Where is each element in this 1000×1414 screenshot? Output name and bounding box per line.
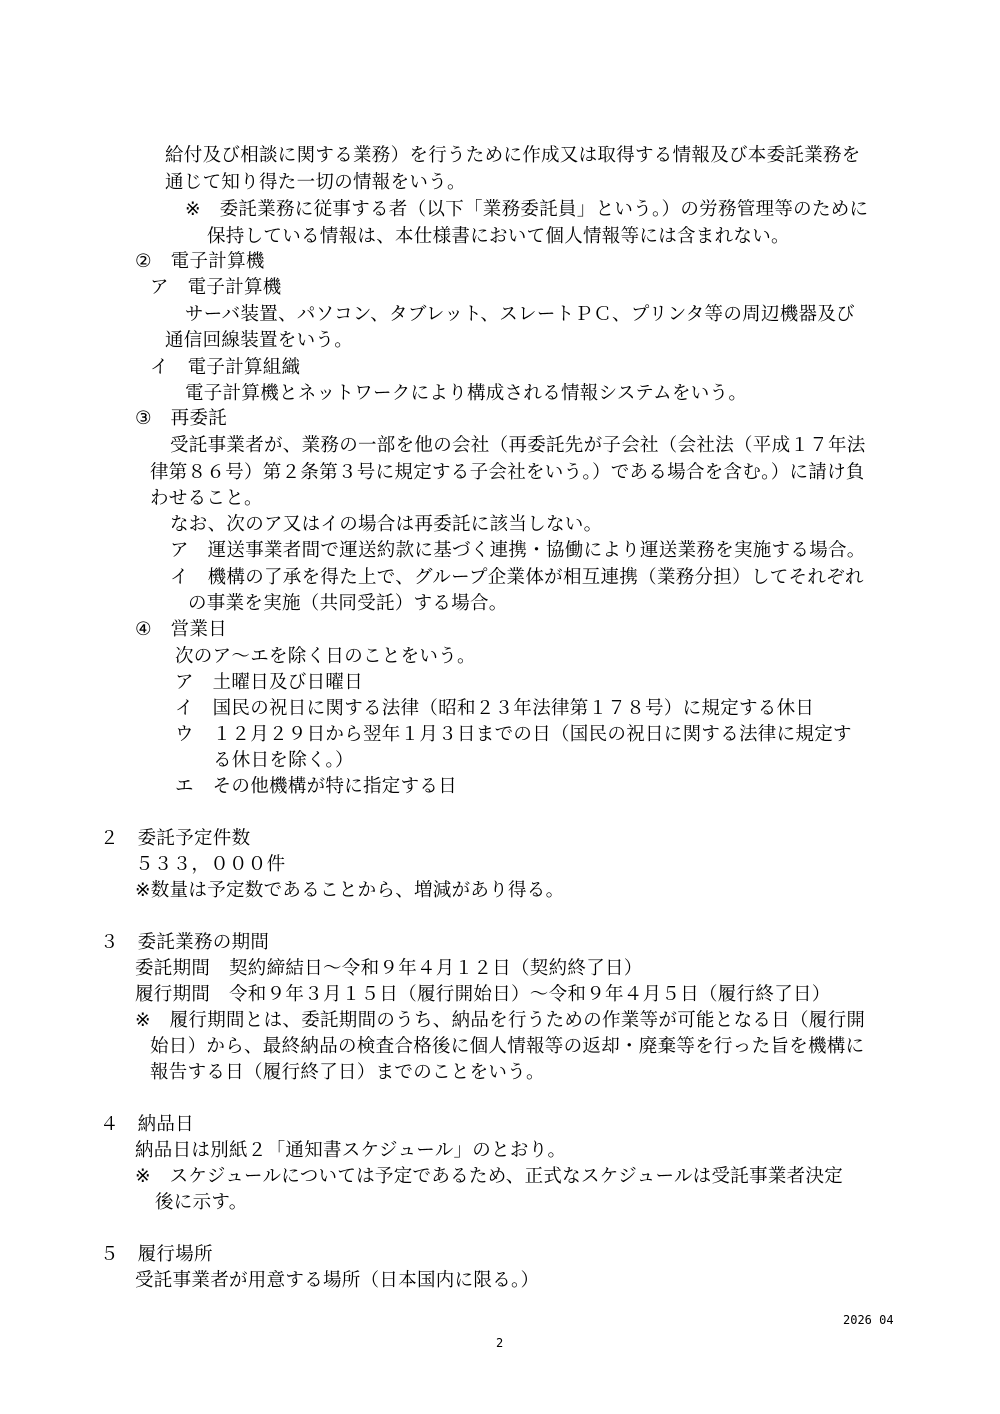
note-line: ※ スケジュールについては予定であるため、正式なスケジュールは受託事業者決定 [135, 1166, 844, 1187]
list-item: の事業を実施（共同受託）する場合。 [188, 593, 508, 614]
list-item: ア 土曜日及び日曜日 [175, 672, 364, 693]
body-text-line: 受託事業者が、業務の一部を他の会社（再委託先が子会社（会社法（平成１７年法 [170, 435, 866, 456]
body-text-line: 受託事業者が用意する場所（日本国内に限る。） [135, 1270, 540, 1291]
list-item: イ 機構の了承を得た上で、グループ企業体が相互連携（業務分担）してそれぞれ [170, 567, 864, 588]
note-line: 始日）から、最終納品の検査合格後に個人情報等の返却・廃棄等を行った旨を機構に [150, 1036, 865, 1057]
body-text-line: 給付及び相談に関する業務）を行うために作成又は取得する情報及び本委託業務を [165, 145, 861, 166]
body-text-line: 委託期間 契約締結日～令和９年４月１２日（契約終了日） [135, 958, 643, 979]
chapter-heading: ３ 委託業務の期間 [100, 932, 270, 953]
section-heading: ③ 再委託 [135, 408, 228, 429]
subsection-heading: ア 電子計算機 [150, 277, 282, 298]
body-text-line: 律第８６号）第２条第３号に規定する子会社をいう。）である場合を含む。）に請け負 [150, 462, 865, 483]
page-number: 2 [496, 1336, 504, 1350]
chapter-heading: ４ 納品日 [100, 1114, 195, 1135]
chapter-heading: ２ 委託予定件数 [100, 828, 251, 849]
list-item: ウ １２月２９日から翌年１月３日までの日（国民の祝日に関する法律に規定す [175, 724, 852, 745]
note-line: ※数量は予定数であることから、増減があり得る。 [135, 880, 565, 901]
body-text-line: 通信回線装置をいう。 [165, 330, 354, 351]
body-text-line: 納品日は別紙２「通知書スケジュール」のとおり。 [135, 1140, 567, 1161]
body-text-line: 電子計算機とネットワークにより構成される情報システムをいう。 [185, 383, 748, 404]
note-line: 報告する日（履行終了日）までのことをいう。 [150, 1062, 545, 1083]
body-text-line: 履行期間 令和９年３月１５日（履行開始日）～令和９年４月５日（履行終了日） [135, 984, 831, 1005]
list-item: る休日を除く。） [213, 750, 354, 771]
list-item: イ 国民の祝日に関する法律（昭和２３年法律第１７８号）に規定する休日 [175, 698, 815, 719]
note-line: 保持している情報は、本仕様書において個人情報等には含まれない。 [207, 226, 790, 247]
subsection-heading: イ 電子計算組織 [150, 357, 301, 378]
body-text-line: わせること。 [150, 488, 263, 509]
footer-date-code: 2026 04 [843, 1313, 894, 1327]
list-item: エ その他機構が特に指定する日 [175, 776, 458, 797]
note-line: ※ 履行期間とは、委託期間のうち、納品を行うための作業等が可能となる日（履行開 [135, 1010, 866, 1031]
body-text-line: なお、次のア又はイの場合は再委託に該当しない。 [170, 514, 603, 535]
note-line: 後に示す。 [155, 1192, 248, 1213]
chapter-heading: ５ 履行場所 [100, 1244, 213, 1265]
body-text-line: サーバ装置、パソコン、タブレット、スレートＰＣ、プリンタ等の周辺機器及び [185, 304, 855, 325]
section-heading: ④ 営業日 [135, 619, 228, 640]
body-text-line: ５３３，０００件 [135, 854, 286, 875]
note-line: ※ 委託業務に従事する者（以下「業務委託員」という。）の労務管理等のために [185, 199, 869, 220]
body-text-line: 通じて知り得た一切の情報をいう。 [165, 172, 466, 193]
section-heading: ② 電子計算機 [135, 251, 265, 272]
list-item: ア 運送事業者間で運送約款に基づく連携・協働により運送業務を実施する場合。 [170, 540, 866, 561]
body-text-line: 次のア～エを除く日のことをいう。 [175, 646, 476, 667]
